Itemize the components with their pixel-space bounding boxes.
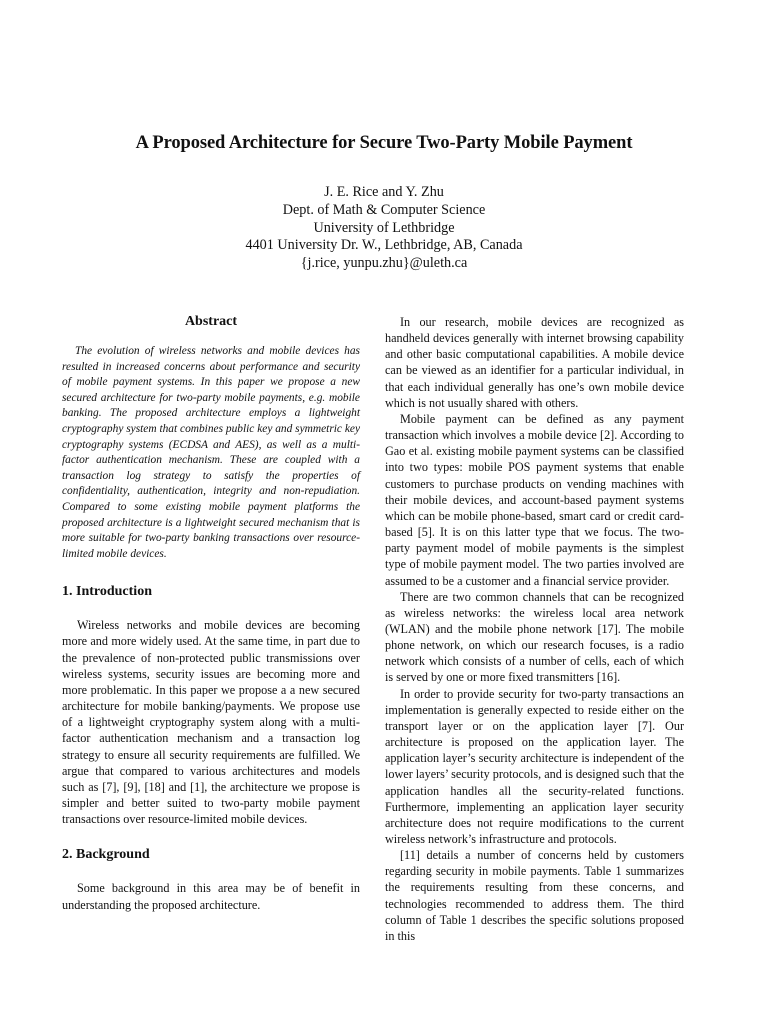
abstract-heading: Abstract xyxy=(184,314,238,329)
right-paragraph: In order to provide security for two-party transactions an implementation is generally expected to reside either on the transport layer or on the application layer [7]. Our architecture is proposed on the application layer. The application layer’s security architecture is independent of the lower layers’ security protocols, and is designed such that the application handles all the security-related functions. Furthermore, implementing an application layer security architecture does not require modifications to the current wireless network’s infrastructure and protocols. xyxy=(385,686,684,846)
left-column xyxy=(62,314,360,913)
author-department: Dept. of Math & Computer Science xyxy=(282,201,486,218)
right-paragraph: [11] details a number of concerns held by customers regarding security in mobile payments. Table 1 summarizes the requirements resulting from these concerns, and technologies recommended to address them. The third column of Table 1 describes the specific solutions proposed in this xyxy=(385,848,684,943)
author-block xyxy=(0,184,768,273)
right-paragraph: In our research, mobile devices are recognized as handheld devices generally with internet browsing capability and other basic computational capabilities. A mobile device can be viewed as an identifier for a particular individual, in that each individual generally has one’s own mobile device which is not usually shared with others. xyxy=(385,315,684,410)
right-paragraph: There are two common channels that can be recognized as wireless networks: the wireless local area network (WLAN) and the mobile phone network [17]. The mobile phone network, on which our research focuses, is a radio network which consists of a number of cells, each of which is served by one or more fixed transmitters [16]. xyxy=(385,589,684,685)
right-paragraph: Mobile payment can be defined as any payment transaction which involves a mobile device [2]. According to Gao et al. existing mobile payment systems can be classified into two types: mobile POS payment systems that enable customers to purchase products on vending machines with their mobile devices, and account-based payment systems which can be mobile phone-based, smart card or credit card-based [5]. It is on this latter type that we focus. The two-party payment model of mobile payments is the simplest type of mobile payment model. The two parties involved are assumed to be a customer and a financial service provider. xyxy=(385,411,684,588)
paper-title: A Proposed Architecture for Secure Two-Party Mobile Payment xyxy=(135,133,633,153)
right-column xyxy=(385,314,684,944)
background-text: Some background in this area may be of benefit in understanding the proposed architecture. xyxy=(62,881,360,912)
author-university: University of Lethbridge xyxy=(313,219,455,236)
introduction-text: Wireless networks and mobile devices are becoming more and more widely used. At the same time, in part due to the prevalence of non-protected public transmissions over wireless systems, security issues are becoming more and more problematic. In this paper we propose a a new secured architecture for mobile banking/payments. We propose use of a lightweight cryptography system along with a multi-factor authentication mechanism and a transaction log strategy to ensure all security requirements are fulfilled. We argue that compared to various architectures and models such as [7], [9], [18] and [1], the architecture we propose is simpler and better suited to two-party mobile payment transactions over resource-limited mobile devices. xyxy=(62,618,360,827)
author-address: 4401 University Dr. W., Lethbridge, AB, Canada xyxy=(245,237,523,254)
introduction-heading: 1. Introduction xyxy=(62,584,152,600)
author-names: J. E. Rice and Y. Zhu xyxy=(324,184,444,200)
author-email: {j.rice, yunpu.zhu}@uleth.ca xyxy=(300,255,468,272)
abstract-text: The evolution of wireless networks and mobile devices has resulted in increased concerns about performance and security of mobile payment systems. In this paper we propose a new secured architecture for two-party mobile payments, e.g. mobile banking. The proposed architecture employs a lightweight cryptography system that combines public key and symmetric key cryptography systems (ECDSA and AES), as well as a multi-factor authentication mechanism. These are coupled with a transaction log strategy to satisfy the properties of confidentiality, authentication, integrity and non-repudiation. Compared to some existing mobile payment platforms the proposed architecture is a lightweight secured mechanism that is more suitable for two-party banking transactions over resource-limited mobile devices. xyxy=(62,345,360,560)
background-heading: 2. Background xyxy=(62,847,150,863)
